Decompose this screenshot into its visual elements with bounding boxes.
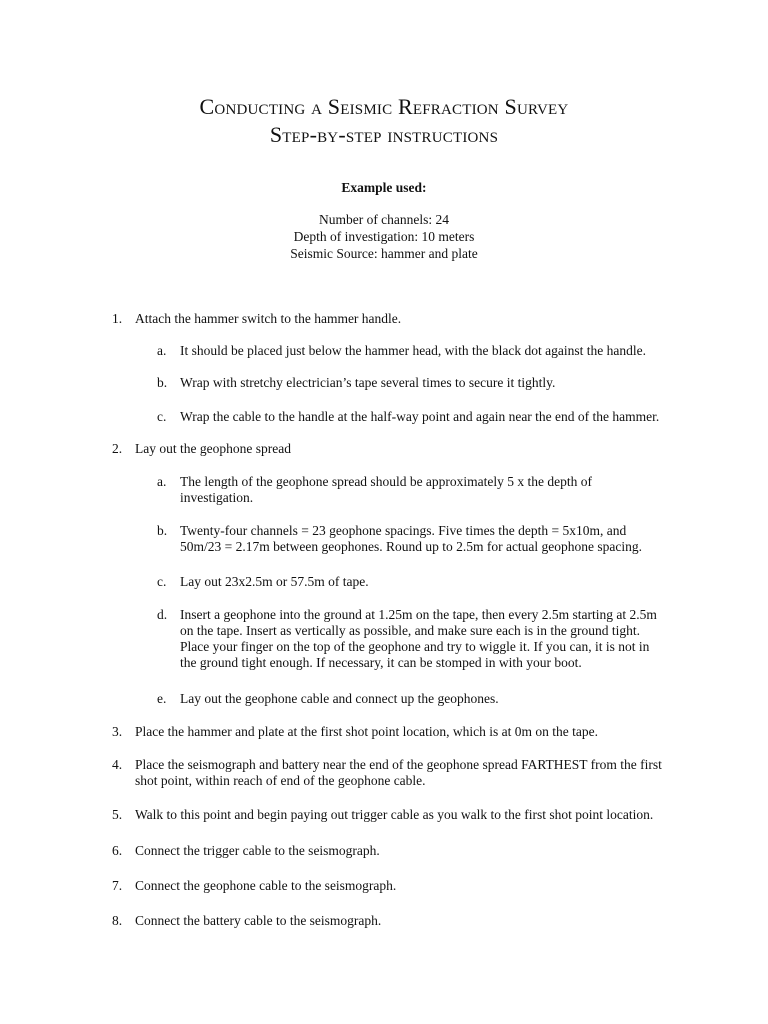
example-heading: Example used: — [341, 180, 427, 195]
sub-step-text: investigation. — [180, 490, 254, 505]
sub-step-text: Insert a geophone into the ground at 1.25m on the tape, then every 2.5m starting at 2.5m — [180, 607, 657, 622]
document-title: Conducting a Seismic Refraction Survey — [199, 94, 569, 119]
sub-step-letter: c. — [157, 574, 167, 589]
sub-step-text: Wrap with stretchy electrician’s tape several times to secure it tightly. — [180, 375, 556, 390]
step-number: 3. — [112, 724, 123, 739]
step-text: Walk to this point and begin paying out trigger cable as you walk to the first shot point location. — [135, 807, 654, 822]
sub-step-letter: a. — [157, 474, 167, 489]
sub-step-letter: d. — [157, 607, 168, 622]
sub-step-text: Lay out 23x2.5m or 57.5m of tape. — [180, 574, 369, 589]
sub-step-letter: a. — [157, 343, 167, 358]
sub-step-text: Wrap the cable to the handle at the half-way point and again near the end of the hammer. — [180, 409, 660, 424]
sub-step-text: It should be placed just below the hammer head, with the black dot against the handle. — [180, 343, 646, 358]
sub-step-letter: b. — [157, 375, 168, 390]
step-number: 1. — [112, 311, 123, 326]
sub-step-letter: e. — [157, 691, 167, 706]
step-text: Connect the battery cable to the seismograph. — [135, 913, 382, 928]
step-number: 6. — [112, 843, 123, 858]
example-line: Number of channels: 24 — [318, 212, 450, 227]
step-text: Place the seismograph and battery near the end of the geophone spread FARTHEST from the first — [135, 757, 662, 772]
sub-step-letter: b. — [157, 523, 168, 538]
example-line: Depth of investigation: 10 meters — [293, 229, 475, 244]
step-number: 2. — [112, 441, 123, 456]
sub-step-text: on the tape. Insert as vertically as possible, and make sure each is in the ground tight. — [180, 623, 640, 638]
sub-step-text: Lay out the geophone cable and connect up the geophones. — [180, 691, 499, 706]
step-text: Place the hammer and plate at the first shot point location, which is at 0m on the tape. — [135, 724, 599, 739]
sub-step-text: 50m/23 = 2.17m between geophones. Round up to 2.5m for actual geophone spacing. — [180, 539, 643, 554]
step-text: Lay out the geophone spread — [135, 441, 291, 456]
step-text: Connect the trigger cable to the seismograph. — [135, 843, 380, 858]
step-number: 4. — [112, 757, 123, 772]
sub-step-text: Twenty-four channels = 23 geophone spacings. Five times the depth = 5x10m, and — [180, 523, 627, 538]
sub-step-letter: c. — [157, 409, 167, 424]
step-number: 5. — [112, 807, 123, 822]
step-text: Attach the hammer switch to the hammer handle. — [135, 311, 402, 326]
step-text: shot point, within reach of end of the geophone cable. — [135, 773, 426, 788]
step-text: Connect the geophone cable to the seismograph. — [135, 878, 397, 893]
sub-step-text: Place your finger on the top of the geophone and try to wiggle it. If you can, it is not in — [180, 639, 650, 654]
sub-step-text: The length of the geophone spread should be approximately 5 x the depth of — [180, 474, 593, 489]
document-subtitle: Step-by-step instructions — [269, 122, 499, 147]
step-number: 8. — [112, 913, 123, 928]
sub-step-text: the ground tight enough. If necessary, it can be stomped in with your boot. — [180, 655, 582, 670]
step-number: 7. — [112, 878, 123, 893]
example-line: Seismic Source: hammer and plate — [290, 246, 478, 261]
